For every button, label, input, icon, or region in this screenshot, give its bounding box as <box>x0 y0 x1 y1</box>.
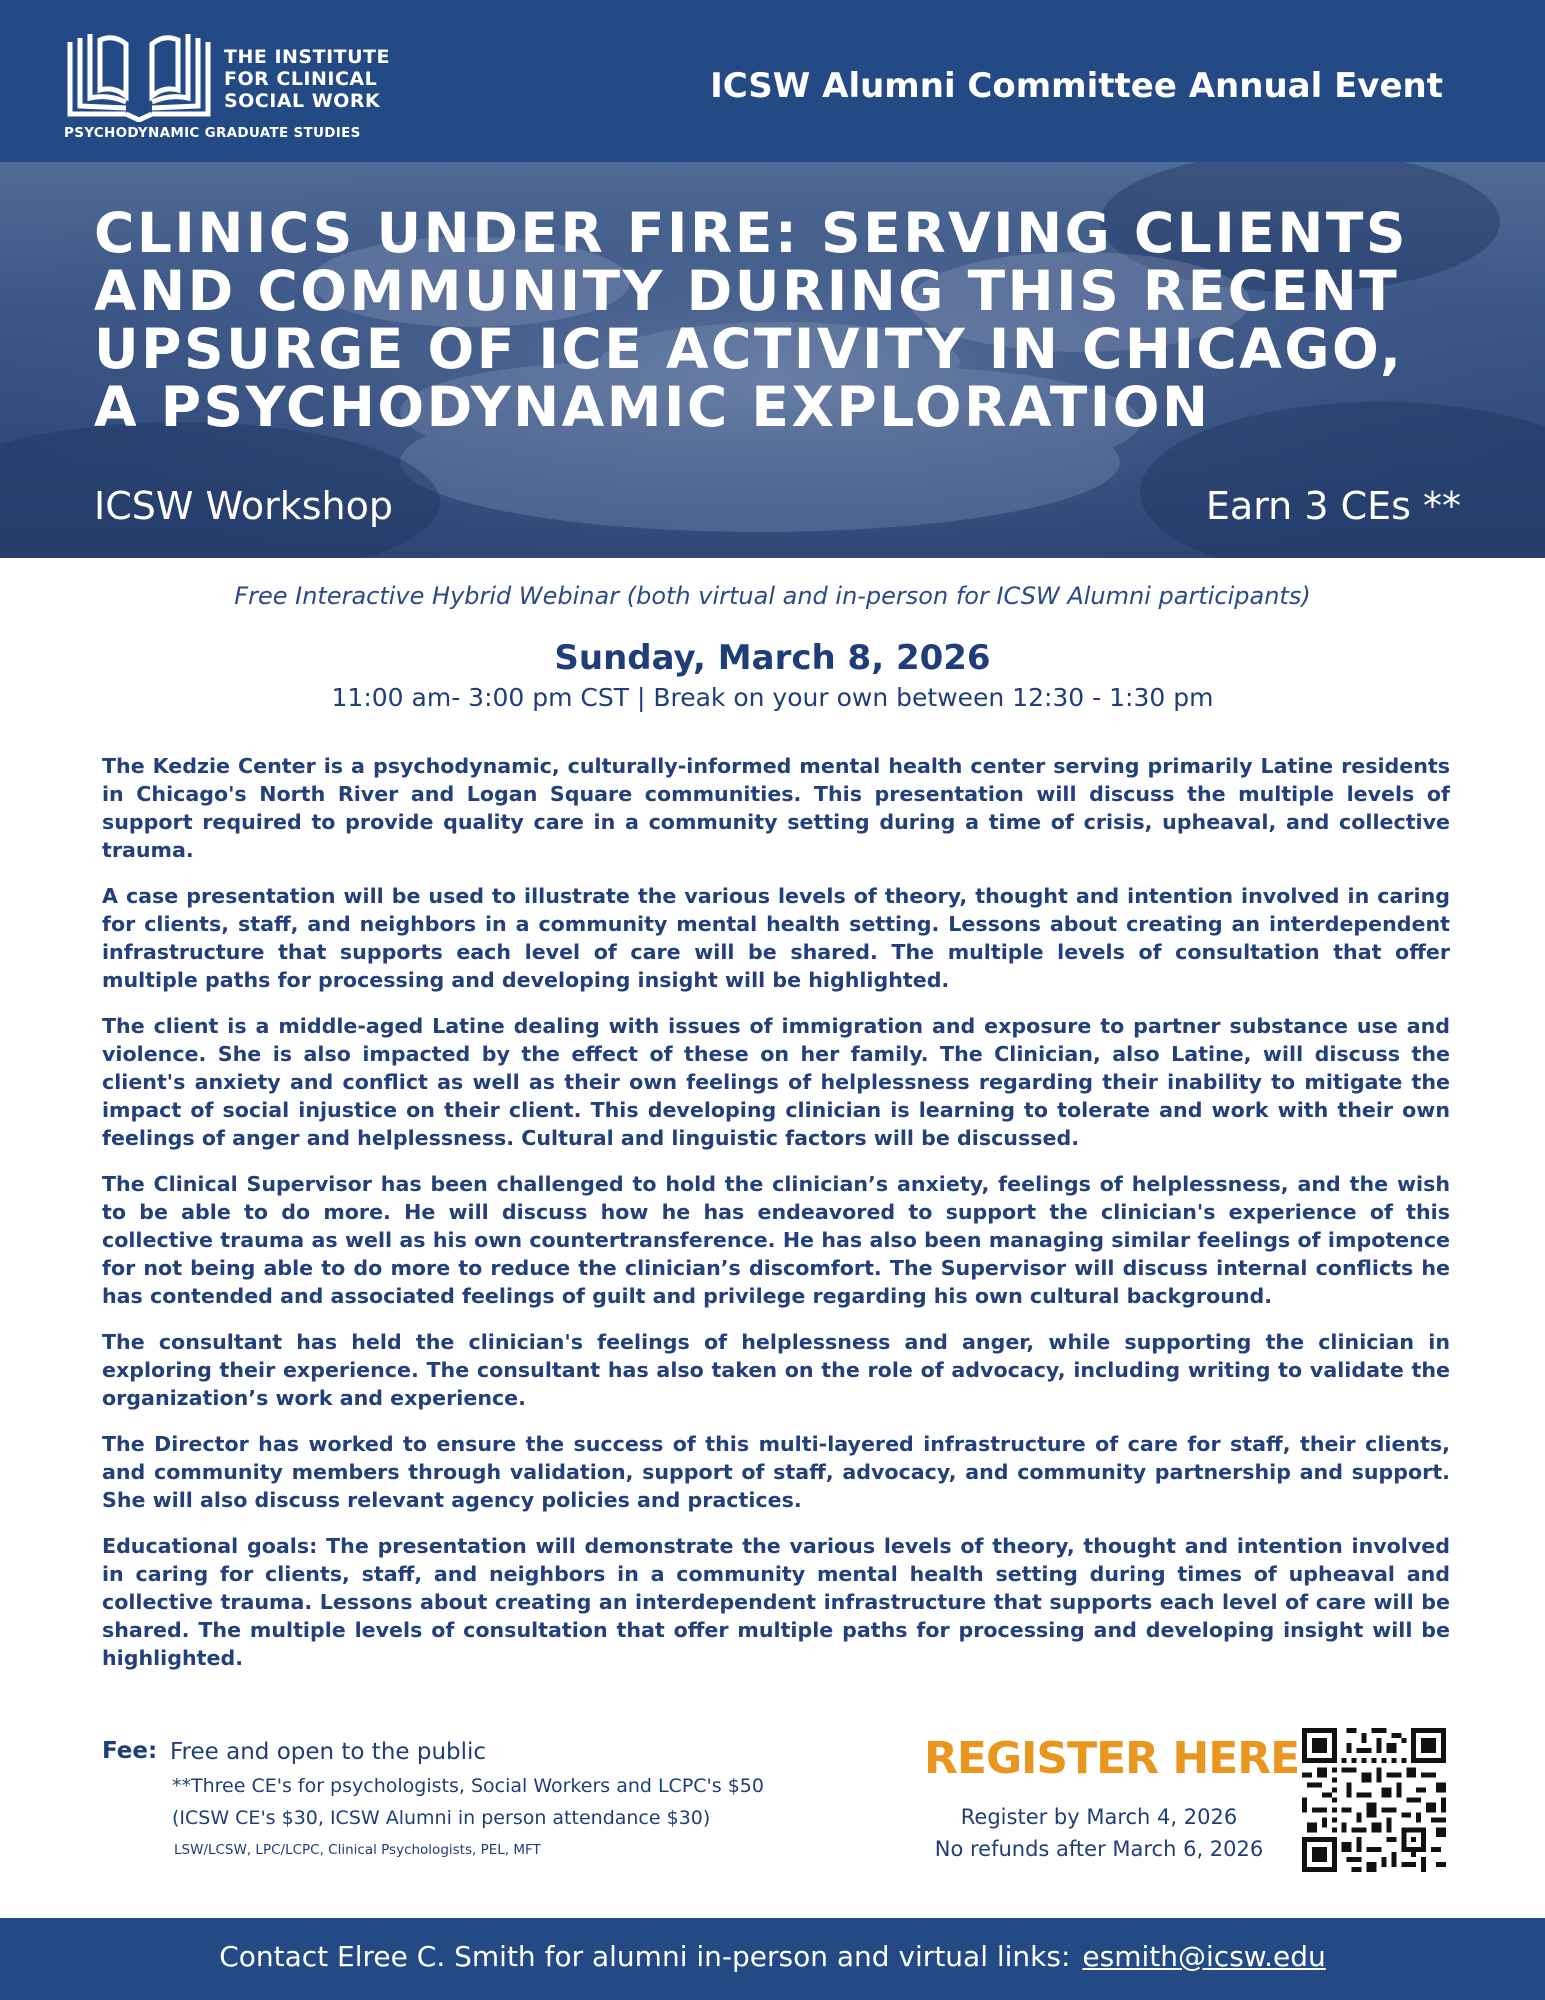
paragraph-consultant: The consultant has held the clinician's feelings of helplessness and anger, while supporting the clinician in exploring their experience. The consultant has also taken on the role of advocacy, including writing to validate the organization’s work and experience. <box>102 1330 1450 1410</box>
title-line-4: A PSYCHODYNAMIC EXPLORATION <box>94 375 1211 439</box>
logo-text <box>224 46 390 112</box>
fee-label: Fee: <box>102 1738 158 1764</box>
register-deadline: Register by March 4, 2026 <box>960 1805 1238 1829</box>
title-line-1: CLINICS UNDER FIRE: SERVING CLIENTS <box>94 201 1409 265</box>
contact-text: Contact Elree C. Smith for alumni in-person and virtual links: <box>219 1940 1071 1973</box>
hero-banner <box>0 162 1545 558</box>
qr-code-icon[interactable] <box>1302 1728 1446 1872</box>
paragraph-intro: The Kedzie Center is a psychodynamic, culturally-informed mental health center serving primarily Latine residents in Chicago's North River and Logan Square communities. This presentation will discuss the multiple levels of support required to provide quality care in a community setting during a time of crisis, upheaval, and collective trauma. <box>102 754 1450 862</box>
fee-ce-detail: (ICSW CE's $30, ICSW Alumni in person attendance $30) <box>172 1807 711 1829</box>
fee-value: Free and open to the public <box>170 1739 487 1765</box>
paragraph-director: The Director has worked to ensure the success of this multi-layered infrastructure of care for staff, their clients, and community members through validation, support of staff, advocacy, and community partnership and support. She will also discuss relevant agency policies and practices. <box>102 1432 1450 1512</box>
event-date: Sunday, March 8, 2026 <box>554 638 991 678</box>
book-logo-icon <box>64 30 214 122</box>
logo-line-1: THE INSTITUTE <box>224 46 390 68</box>
paragraph-case: A case presentation will be used to illustrate the various levels of theory, thought and intention involved in caring for clients, staff, and neighbors in a community mental health setting. Lessons about creating an interdependent infrastructure that supports each level of care will be shared. The multiple levels of consultation that offer multiple paths for processing and developing insight will be highlighted. <box>102 884 1450 992</box>
footer-contact <box>0 1940 1545 1973</box>
contact-email-link[interactable]: esmith@icsw.edu <box>1082 1940 1326 1973</box>
logo-line-3: SOCIAL WORK <box>224 90 381 112</box>
paragraph-supervisor: The Clinical Supervisor has been challenged to hold the clinician’s anxiety, feelings of helplessness, and the wish to be able to do more. He will discuss how he has endeavored to support the clinician's experience of this collective trauma as well as his own countertransference. He has also been managing similar feelings of impotence for not being able to do more to reduce the clinician’s discomfort. The Supervisor will discuss internal conflicts he has contended and associated feelings of guilt and privilege regarding his own cultural background. <box>102 1172 1450 1308</box>
paragraph-goals: Educational goals: The presentation will demonstrate the various levels of theory, thought and intention involved in caring for clients, staff, and neighbors in a community mental health setting during times of upheaval and collective trauma. Lessons about creating an interdependent infrastructure that supports each level of care will be shared. The multiple levels of consultation that offer multiple paths for processing and developing insight will be highlighted. <box>102 1534 1450 1670</box>
header-bar <box>0 0 1545 162</box>
paragraph-client: The client is a middle-aged Latine dealing with issues of immigration and exposure to partner substance use and violence. She is also impacted by the effect of these on her family. The Clinician, also Latine, will discuss the client's anxiety and conflict as well as their own feelings of helplessness regarding their inability to mitigate the impact of social injustice on their client. This developing clinician is learning to tolerate and work with their own feelings of anger and helplessness. Cultural and linguistic factors will be discussed. <box>102 1014 1450 1150</box>
refund-policy: No refunds after March 6, 2026 <box>934 1837 1264 1861</box>
institute-logo[interactable] <box>64 30 424 150</box>
ce-label: Earn 3 CEs ** <box>1205 484 1461 528</box>
register-here-link[interactable]: REGISTER HERE <box>924 1733 1300 1784</box>
fee-licenses: LSW/LCSW, LPC/LCPC, Clinical Psychologists, PEL, MFT <box>174 1842 541 1858</box>
event-time: 11:00 am- 3:00 pm CST | Break on your own between 12:30 - 1:30 pm <box>331 683 1214 712</box>
footer-bar <box>0 1918 1545 2000</box>
logo-line-2: FOR CLINICAL <box>224 68 378 90</box>
event-name: ICSW Alumni Committee Annual Event <box>710 66 1443 106</box>
workshop-title <box>94 201 1474 439</box>
event-format: Free Interactive Hybrid Webinar (both virtual and in-person for ICSW Alumni participants) <box>234 582 1311 610</box>
logo-tagline: PSYCHODYNAMIC GRADUATE STUDIES <box>64 125 361 141</box>
workshop-label: ICSW Workshop <box>94 484 393 528</box>
title-line-3: UPSURGE OF ICE ACTIVITY IN CHICAGO, <box>94 317 1404 381</box>
title-line-2: AND COMMUNITY DURING THIS RECENT <box>94 259 1400 323</box>
fee-ce-note: **Three CE's for psychologists, Social Workers and LCPC's $50 <box>172 1775 764 1797</box>
description <box>102 752 1450 1690</box>
